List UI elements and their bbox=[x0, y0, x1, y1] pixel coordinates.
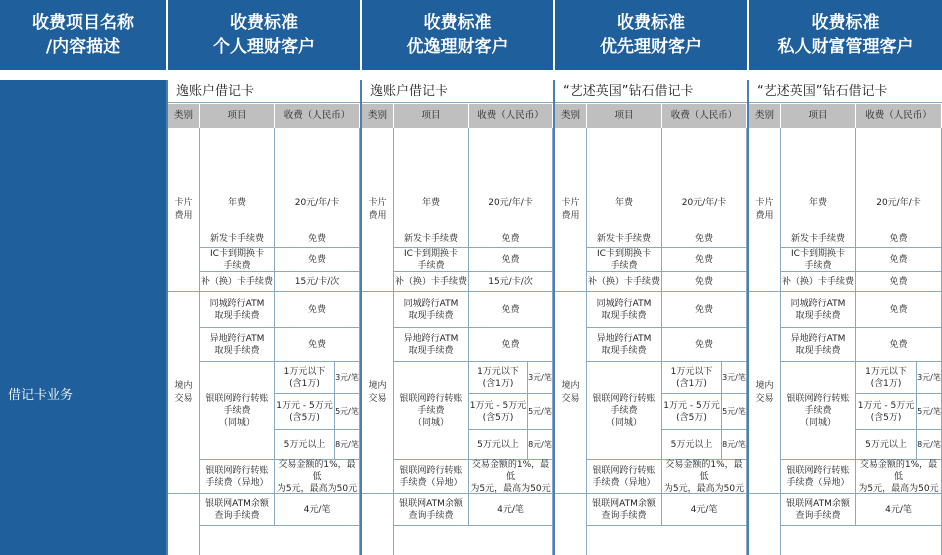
tier-divider bbox=[166, 80, 168, 555]
category-card-fees: 卡片 费用 bbox=[749, 128, 781, 292]
row-fee-transfer-other-city: 交易金额的1%，最低 为5元，最高为50元 bbox=[275, 460, 360, 494]
card-name: 逸账户借记卡 bbox=[362, 80, 553, 103]
transfer-tier-range: 5万元以上 bbox=[469, 430, 528, 460]
row-label-replace: 补（换）卡手续费 bbox=[200, 272, 275, 292]
header-tier-line2: 优逸理财客户 bbox=[406, 37, 509, 57]
row-label-transfer-other-city: 银联网跨行转账 手续费（异地） bbox=[200, 460, 275, 494]
row-label-transfer-same-city: 银联网跨行转账 手续费 （同城） bbox=[394, 362, 469, 460]
row-label-atm_other_city: 异地跨行ATM 取现手续费 bbox=[394, 328, 469, 362]
row-fee-replace: 15元/卡/次 bbox=[275, 272, 360, 292]
category-card-fees: 卡片 费用 bbox=[168, 128, 200, 292]
row-label-annual: 年费 bbox=[200, 128, 275, 278]
col-item: 项目 bbox=[781, 104, 856, 128]
tier-divider bbox=[747, 80, 749, 555]
transfer-tier-fee: 3元/笔 bbox=[335, 362, 360, 394]
header-tier-priority bbox=[555, 0, 747, 70]
row-label-new_card: 新发卡手续费 bbox=[394, 230, 469, 248]
tier-table bbox=[749, 80, 942, 555]
row-label-transfer-same-city: 银联网跨行转账 手续费 （同城） bbox=[587, 362, 662, 460]
header-separator bbox=[0, 70, 942, 80]
row-label-new_card: 新发卡手续费 bbox=[587, 230, 662, 248]
card-name: 逸账户借记卡 bbox=[168, 80, 360, 103]
category-domestic: 境内 交易 bbox=[168, 292, 200, 494]
transfer-tier-range: 1万元 - 5万元 (含5万) bbox=[275, 394, 335, 430]
category-blank bbox=[168, 494, 200, 555]
row-label-transfer-other-city: 银联网跨行转账 手续费（异地） bbox=[781, 460, 856, 494]
row-label-ic_renew: IC卡到期换卡 手续费 bbox=[587, 248, 662, 272]
row-label-replace: 补（换）卡手续费 bbox=[781, 272, 856, 292]
transfer-tier-fee: 3元/笔 bbox=[917, 362, 942, 394]
row-label-atm_same_city: 同城跨行ATM 取现手续费 bbox=[781, 292, 856, 328]
header-tier-line1: 收费标准 bbox=[230, 13, 298, 33]
row-fee-atm_other_city: 免费 bbox=[275, 328, 360, 362]
row-fee-ic_renew: 免费 bbox=[469, 248, 553, 272]
row-label-annual: 年费 bbox=[394, 128, 469, 278]
row-fee-atm-balance: 4元/笔 bbox=[275, 494, 360, 526]
row-fee-atm-balance: 4元/笔 bbox=[662, 494, 747, 526]
row-label-replace: 补（换）卡手续费 bbox=[587, 272, 662, 292]
row-label-new_card: 新发卡手续费 bbox=[781, 230, 856, 248]
row-label-atm-balance: 银联网ATM余额 查询手续费 bbox=[200, 494, 275, 526]
row-blank bbox=[200, 526, 360, 555]
row-fee-replace: 15元/卡/次 bbox=[469, 272, 553, 292]
col-fee: 收费（人民币） bbox=[856, 104, 942, 128]
row-label-ic_renew: IC卡到期换卡 手续费 bbox=[394, 248, 469, 272]
business-label: 借记卡业务 bbox=[8, 388, 74, 403]
table-header bbox=[0, 0, 942, 70]
row-label-ic_renew: IC卡到期换卡 手续费 bbox=[200, 248, 275, 272]
header-col-item bbox=[0, 0, 166, 70]
transfer-tier-range: 1万元 - 5万元 (含5万) bbox=[469, 394, 528, 430]
category-card-fees: 卡片 费用 bbox=[362, 128, 394, 292]
row-label-atm-balance: 银联网ATM余额 查询手续费 bbox=[394, 494, 469, 526]
row-fee-atm-balance: 4元/笔 bbox=[856, 494, 942, 526]
transfer-tier-fee: 8元/笔 bbox=[528, 430, 553, 460]
tier-table bbox=[555, 80, 747, 555]
row-blank bbox=[781, 526, 942, 555]
transfer-tier-fee: 5元/笔 bbox=[722, 394, 747, 430]
transfer-tier-fee: 5元/笔 bbox=[917, 394, 942, 430]
header-tier-line1: 收费标准 bbox=[617, 13, 685, 33]
header-col-item-line1: 收费项目名称 bbox=[32, 13, 134, 33]
category-domestic: 境内 交易 bbox=[362, 292, 394, 494]
row-label-transfer-same-city: 银联网跨行转账 手续费 （同城） bbox=[200, 362, 275, 460]
row-fee-annual: 20元/年/卡 bbox=[275, 128, 360, 278]
category-blank bbox=[749, 494, 781, 555]
tier-divider bbox=[553, 80, 555, 555]
row-fee-atm_same_city: 免费 bbox=[275, 292, 360, 328]
header-tier-personal bbox=[168, 0, 360, 70]
row-label-transfer-other-city: 银联网跨行转账 手续费（异地） bbox=[587, 460, 662, 494]
row-label-atm_other_city: 异地跨行ATM 取现手续费 bbox=[587, 328, 662, 362]
row-fee-new_card: 免费 bbox=[856, 230, 942, 248]
row-label-replace: 补（换）卡手续费 bbox=[394, 272, 469, 292]
row-label-transfer-same-city: 银联网跨行转账 手续费 （同城） bbox=[781, 362, 856, 460]
header-tier-line2: 优先理财客户 bbox=[600, 37, 702, 57]
transfer-tier-range: 1万元以下 (含1万) bbox=[275, 362, 335, 394]
row-label-atm-balance: 银联网ATM余额 查询手续费 bbox=[587, 494, 662, 526]
row-fee-atm_other_city: 免费 bbox=[662, 328, 747, 362]
col-category: 类别 bbox=[168, 104, 200, 128]
header-tier-premier-plus bbox=[362, 0, 553, 70]
business-column bbox=[0, 80, 166, 555]
transfer-tier-range: 5万元以上 bbox=[662, 430, 722, 460]
tier-table bbox=[362, 80, 553, 555]
col-item: 项目 bbox=[587, 104, 662, 128]
row-label-atm-balance: 银联网ATM余额 查询手续费 bbox=[781, 494, 856, 526]
transfer-tier-fee: 3元/笔 bbox=[528, 362, 553, 394]
row-fee-atm-balance: 4元/笔 bbox=[469, 494, 553, 526]
transfer-tier-fee: 5元/笔 bbox=[335, 394, 360, 430]
col-fee: 收费（人民币） bbox=[662, 104, 747, 128]
row-label-atm_same_city: 同城跨行ATM 取现手续费 bbox=[200, 292, 275, 328]
category-blank bbox=[362, 494, 394, 555]
transfer-tier-range: 1万元 - 5万元 (含5万) bbox=[662, 394, 722, 430]
row-fee-ic_renew: 免费 bbox=[856, 248, 942, 272]
col-category: 类别 bbox=[749, 104, 781, 128]
row-fee-annual: 20元/年/卡 bbox=[856, 128, 942, 278]
row-fee-ic_renew: 免费 bbox=[275, 248, 360, 272]
transfer-tier-fee: 8元/笔 bbox=[335, 430, 360, 460]
row-fee-annual: 20元/年/卡 bbox=[469, 128, 553, 278]
card-name: “艺述英国”钻石借记卡 bbox=[555, 80, 747, 103]
transfer-tier-fee: 5元/笔 bbox=[528, 394, 553, 430]
row-label-annual: 年费 bbox=[781, 128, 856, 278]
col-category: 类别 bbox=[362, 104, 394, 128]
transfer-tier-range: 5万元以上 bbox=[275, 430, 335, 460]
tier-divider bbox=[360, 80, 362, 555]
row-blank bbox=[587, 526, 747, 555]
row-fee-new_card: 免费 bbox=[469, 230, 553, 248]
header-tier-private-wealth bbox=[749, 0, 942, 70]
row-label-new_card: 新发卡手续费 bbox=[200, 230, 275, 248]
row-fee-atm_same_city: 免费 bbox=[662, 292, 747, 328]
card-name: “艺述英国”钻石借记卡 bbox=[749, 80, 942, 103]
row-fee-ic_renew: 免费 bbox=[662, 248, 747, 272]
row-label-transfer-other-city: 银联网跨行转账 手续费（异地） bbox=[394, 460, 469, 494]
row-fee-replace: 免费 bbox=[856, 272, 942, 292]
row-fee-transfer-other-city: 交易金额的1%，最低 为5元，最高为50元 bbox=[856, 460, 942, 494]
row-fee-atm_other_city: 免费 bbox=[856, 328, 942, 362]
row-fee-atm_other_city: 免费 bbox=[469, 328, 553, 362]
row-fee-new_card: 免费 bbox=[662, 230, 747, 248]
row-label-annual: 年费 bbox=[587, 128, 662, 278]
transfer-tier-range: 1万元以下 (含1万) bbox=[856, 362, 917, 394]
transfer-tier-fee: 8元/笔 bbox=[722, 430, 747, 460]
transfer-tier-range: 1万元以下 (含1万) bbox=[469, 362, 528, 394]
transfer-tier-range: 5万元以上 bbox=[856, 430, 917, 460]
category-domestic: 境内 交易 bbox=[555, 292, 587, 494]
transfer-tier-fee: 8元/笔 bbox=[917, 430, 942, 460]
row-fee-atm_same_city: 免费 bbox=[856, 292, 942, 328]
row-label-atm_other_city: 异地跨行ATM 取现手续费 bbox=[781, 328, 856, 362]
row-fee-transfer-other-city: 交易金额的1%，最低 为5元，最高为50元 bbox=[469, 460, 553, 494]
row-blank bbox=[394, 526, 553, 555]
category-domestic: 境内 交易 bbox=[749, 292, 781, 494]
transfer-tier-range: 1万元 - 5万元 (含5万) bbox=[856, 394, 917, 430]
header-col-item-line2: /内容描述 bbox=[45, 37, 121, 57]
row-fee-transfer-other-city: 交易金额的1%，最低 为5元，最高为50元 bbox=[662, 460, 747, 494]
header-tier-line1: 收费标准 bbox=[811, 13, 880, 33]
category-blank bbox=[555, 494, 587, 555]
col-category: 类别 bbox=[555, 104, 587, 128]
transfer-tier-range: 1万元以下 (含1万) bbox=[662, 362, 722, 394]
tier-table bbox=[168, 80, 360, 555]
col-fee: 收费（人民币） bbox=[275, 104, 360, 128]
col-item: 项目 bbox=[200, 104, 275, 128]
header-tier-line1: 收费标准 bbox=[423, 13, 492, 33]
header-tier-line2: 个人理财客户 bbox=[213, 37, 315, 57]
col-item: 项目 bbox=[394, 104, 469, 128]
transfer-tier-fee: 3元/笔 bbox=[722, 362, 747, 394]
header-tier-line2: 私人财富管理客户 bbox=[777, 37, 914, 57]
category-card-fees: 卡片 费用 bbox=[555, 128, 587, 292]
row-fee-new_card: 免费 bbox=[275, 230, 360, 248]
row-label-atm_same_city: 同城跨行ATM 取现手续费 bbox=[587, 292, 662, 328]
row-label-atm_other_city: 异地跨行ATM 取现手续费 bbox=[200, 328, 275, 362]
row-fee-replace: 免费 bbox=[662, 272, 747, 292]
row-label-atm_same_city: 同城跨行ATM 取现手续费 bbox=[394, 292, 469, 328]
col-fee: 收费（人民币） bbox=[469, 104, 553, 128]
row-label-ic_renew: IC卡到期换卡 手续费 bbox=[781, 248, 856, 272]
row-fee-atm_same_city: 免费 bbox=[469, 292, 553, 328]
row-fee-annual: 20元/年/卡 bbox=[662, 128, 747, 278]
